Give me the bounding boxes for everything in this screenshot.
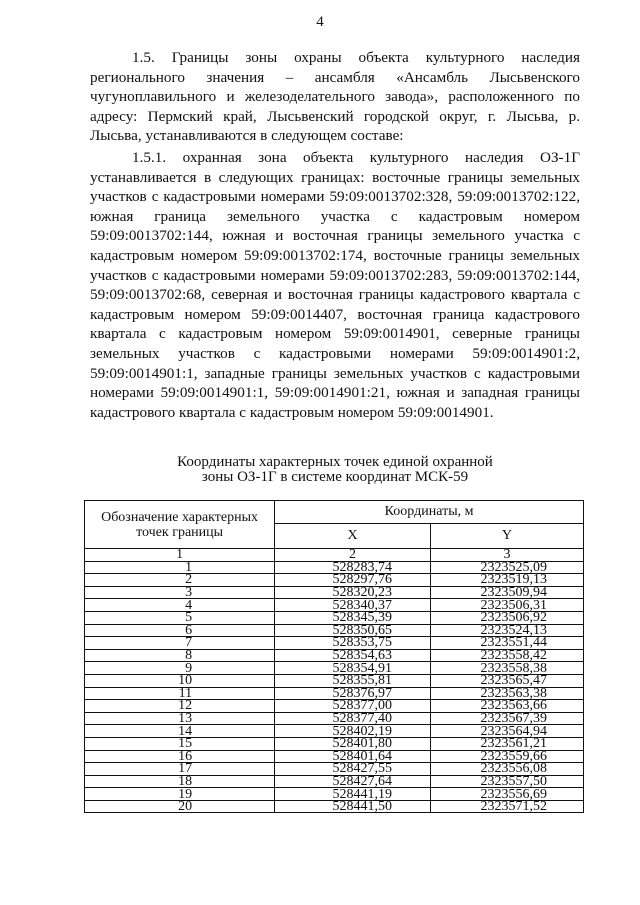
point-number-cell: 14 <box>85 725 275 738</box>
coordinates-table <box>84 500 584 813</box>
y-coordinate-cell: 2323519,13 <box>430 574 583 587</box>
y-coordinate-cell: 2323506,31 <box>430 599 583 612</box>
header-x: X <box>275 524 431 549</box>
y-coordinate-cell: 2323559,66 <box>430 750 583 763</box>
y-coordinate-cell: 2323509,94 <box>430 586 583 599</box>
x-coordinate-cell: 528376,97 <box>275 687 431 700</box>
x-coordinate-cell: 528377,00 <box>275 700 431 713</box>
x-coordinate-cell: 528441,19 <box>275 788 431 801</box>
point-number-cell: 20 <box>85 800 275 813</box>
point-number-cell: 3 <box>85 586 275 599</box>
x-coordinate-cell: 528320,23 <box>275 586 431 599</box>
y-coordinate-cell: 2323556,08 <box>430 763 583 776</box>
y-coordinate-cell: 2323558,42 <box>430 649 583 662</box>
x-coordinate-cell: 528401,80 <box>275 737 431 750</box>
table-caption-line-2: зоны ОЗ-1Г в системе координат МСК-59 <box>201 468 469 485</box>
point-number-cell: 18 <box>85 775 275 788</box>
section-1-5-1 <box>90 148 580 422</box>
index-cell: 1 <box>85 549 275 562</box>
table-body <box>85 549 584 813</box>
point-number-cell: 16 <box>85 750 275 763</box>
header-coordinates: Координаты, м <box>275 501 584 524</box>
x-coordinate-cell: 528355,81 <box>275 674 431 687</box>
y-coordinate-cell: 2323561,21 <box>430 737 583 750</box>
point-number-cell: 5 <box>85 611 275 624</box>
y-coordinate-cell: 2323565,47 <box>430 674 583 687</box>
y-coordinate-cell: 2323567,39 <box>430 712 583 725</box>
table-row <box>85 586 584 599</box>
y-coordinate-cell: 2323525,09 <box>430 561 583 574</box>
header-y: Y <box>430 524 583 549</box>
y-coordinate-cell: 2323524,13 <box>430 624 583 637</box>
x-coordinate-cell: 528377,40 <box>275 712 431 725</box>
x-coordinate-cell: 528401,64 <box>275 750 431 763</box>
table-row <box>85 712 584 725</box>
x-coordinate-cell: 528283,74 <box>275 561 431 574</box>
point-number-cell: 12 <box>85 700 275 713</box>
point-number-cell: 9 <box>85 662 275 675</box>
index-cell: 3 <box>430 549 583 562</box>
y-coordinate-cell: 2323557,50 <box>430 775 583 788</box>
point-number-cell: 11 <box>85 687 275 700</box>
table-row <box>85 649 584 662</box>
x-coordinate-cell: 528354,63 <box>275 649 431 662</box>
header-points: Обозначение характерных точек границы <box>85 501 275 549</box>
point-number-cell: 2 <box>85 574 275 587</box>
point-number-cell: 19 <box>85 788 275 801</box>
point-number-cell: 1 <box>85 561 275 574</box>
y-coordinate-cell: 2323556,69 <box>430 788 583 801</box>
x-coordinate-cell: 528402,19 <box>275 725 431 738</box>
x-coordinate-cell: 528297,76 <box>275 574 431 587</box>
x-coordinate-cell: 528427,55 <box>275 763 431 776</box>
table-row <box>85 800 584 813</box>
y-coordinate-cell: 2323551,44 <box>430 637 583 650</box>
index-cell: 2 <box>275 549 431 562</box>
table-caption-line-1: Координаты характерных точек единой охранной <box>177 454 493 470</box>
y-coordinate-cell: 2323506,92 <box>430 611 583 624</box>
point-number-cell: 15 <box>85 737 275 750</box>
point-number-cell: 7 <box>85 637 275 650</box>
point-number-cell: 6 <box>85 624 275 637</box>
y-coordinate-cell: 2323571,52 <box>430 800 583 813</box>
table-row <box>85 775 584 788</box>
y-coordinate-cell: 2323558,38 <box>430 662 583 675</box>
x-coordinate-cell: 528345,39 <box>275 611 431 624</box>
x-coordinate-cell: 528353,75 <box>275 637 431 650</box>
table-caption <box>90 455 580 484</box>
section-1-5 <box>90 48 580 146</box>
y-coordinate-cell: 2323563,38 <box>430 687 583 700</box>
point-number-cell: 13 <box>85 712 275 725</box>
x-coordinate-cell: 528427,64 <box>275 775 431 788</box>
page-number: 4 <box>316 14 324 30</box>
y-coordinate-cell: 2323564,94 <box>430 725 583 738</box>
paragraph-1-5-1: 1.5.1. охранная зона объекта культурного наследия ОЗ-1Г устанавливается в следующих границах: восточные границы земельных участков с кадастровыми номерами 59:09:0013702:328, 59:09:0013702:122, южная граница земельного участка с кадастровым номером 59:09:0013702:144, южная и восточная границы земельного участка с кадастровым номером 59:09:0013702:174, восточные границы земельных участков с кадастровыми номерами 59:09:0013702:283, 59:09:0013702:144, 59:09:0013702:68, северная и восточная границы кадастрового квартала с кадастровым номером 59:09:0014407, восточная граница кадастрового квартала с кадастровым номером 59:09:0014901, северные границы земельных участков с кадастровыми номерами 59:09:0014901:2, 59:09:0014901:1, западные границы земельных участков с кадастровыми номерами 59:09:0014901:1, 59:09:0014901:21, южная и западная границы кадастрового квартала с кадастровым номером 59:09:0014901. <box>90 149 580 421</box>
point-number-cell: 8 <box>85 649 275 662</box>
x-coordinate-cell: 528340,37 <box>275 599 431 612</box>
paragraph-1-5: 1.5. Границы зоны охраны объекта культурного наследия регионального значения – ансамбля «Ансамбль Лысьвенского чугуноплавильного и железоделательного завода», расположенного по адресу: Пермский край, Лысьвенский городской округ, г. Лысьва, р. Лысьва, устанавливаются в следующем составе: <box>90 49 580 145</box>
x-coordinate-cell: 528354,91 <box>275 662 431 675</box>
point-number-cell: 4 <box>85 599 275 612</box>
point-number-cell: 10 <box>85 674 275 687</box>
y-coordinate-cell: 2323563,66 <box>430 700 583 713</box>
x-coordinate-cell: 528350,65 <box>275 624 431 637</box>
point-number-cell: 17 <box>85 763 275 776</box>
x-coordinate-cell: 528441,50 <box>275 800 431 813</box>
